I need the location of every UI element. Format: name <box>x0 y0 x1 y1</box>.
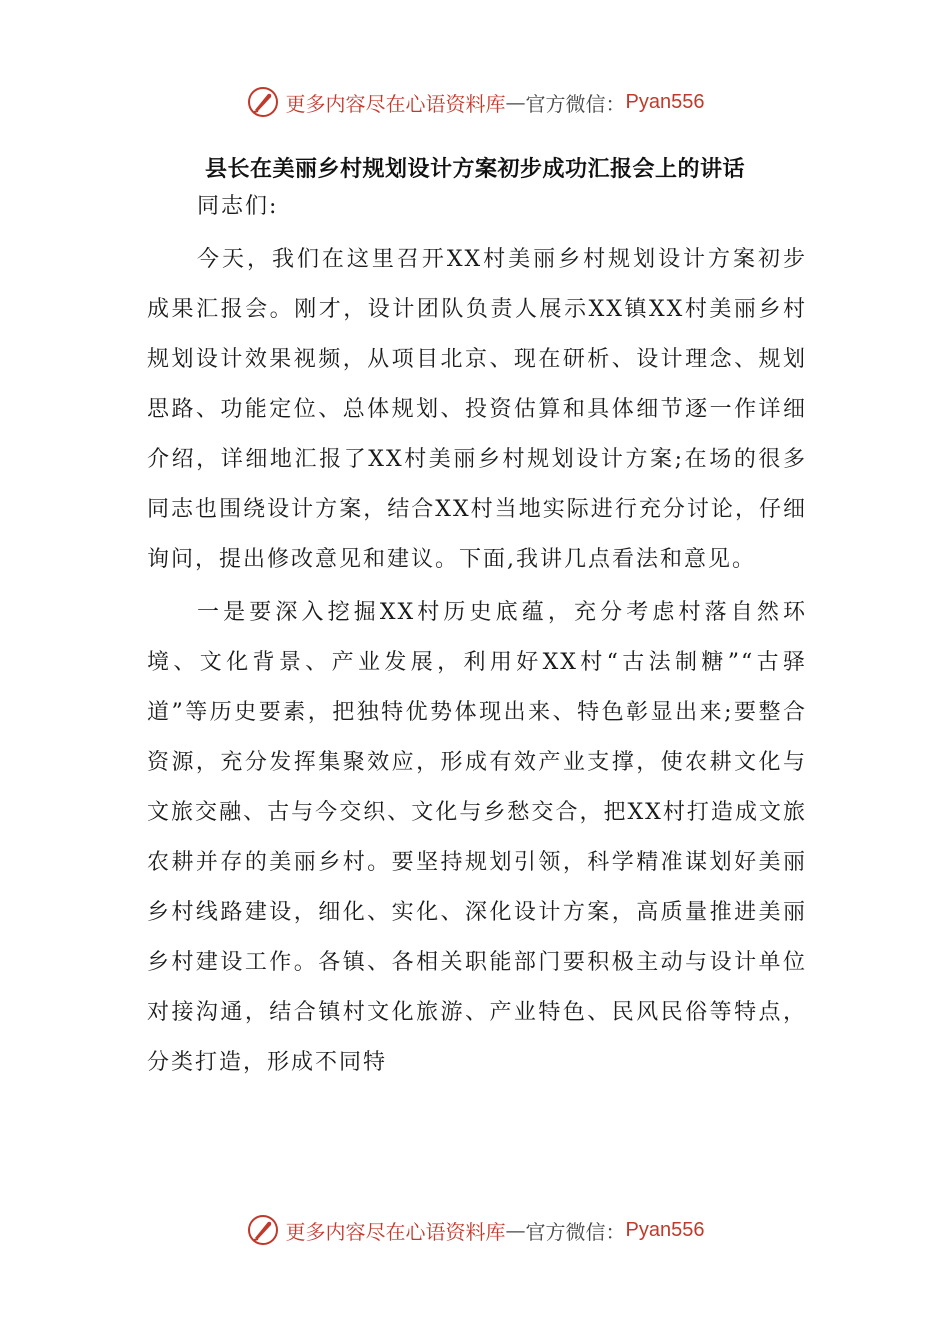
banner-sub-text: 官方微信： <box>525 91 626 116</box>
banner-main-text: 更多内容尽在心语资料库 <box>285 1219 506 1244</box>
banner-separator: — <box>505 90 526 114</box>
banner-sub-text: 官方微信： <box>525 1219 626 1244</box>
document-body <box>147 182 807 1088</box>
paragraph-opening: 今天，我们在这里召开XX村美丽乡村规划设计方案初步成果汇报会。刚才，设计团队负责人展示XX镇XX村美丽乡村规划设计效果视频，从项目北京、现在研析、设计理念、规划思路、功能定位、总体规划、投资估算和具体细节逐一作详细介绍，详细地汇报了XX村美丽乡村规划设计方案;在场的很多同志也围绕设计方案，结合XX村当地实际进行充分讨论，仔细询问，提出修改意见和建议。下面,我讲几点看法和意见。 <box>147 247 807 572</box>
quill-pen-logo-icon <box>246 85 280 119</box>
banner-main-text: 更多内容尽在心语资料库 <box>285 91 506 116</box>
banner-wechat-id: Pyan556 <box>625 1218 705 1241</box>
footer-watermark-banner <box>0 1208 950 1252</box>
paragraph-point-one: 一是要深入挖掘XX村历史底蕴，充分考虑村落自然环境、文化背景、产业发展，利用好XX村“古法制糖”“古驿道”等历史要素，把独特优势体现出来、特色彰显出来;要整合资源，充分发挥集聚效应，形成有效产业支撑，使农耕文化与文旅交融、古与今交织、文化与乡愁交合，把XX村打造成文旅农耕并存的美丽乡村。要坚持规划引领，科学精准谋划好美丽乡村线路建设，细化、实化、深化设计方案，高质量推进美丽乡村建设工作。各镇、各相关职能部门要积极主动与设计单位对接沟通，结合镇村文化旅游、产业特色、民风民俗等特点，分类打造，形成不同特 <box>147 600 807 1075</box>
banner-separator: — <box>505 1218 526 1242</box>
banner-wechat-id: Pyan556 <box>625 90 705 113</box>
document-title: 县长在美丽乡村规划设计方案初步成功汇报会上的讲话 <box>204 157 745 182</box>
quill-pen-logo-icon <box>246 1213 280 1247</box>
salutation: 同志们: <box>197 194 279 219</box>
header-watermark-banner <box>0 80 950 124</box>
